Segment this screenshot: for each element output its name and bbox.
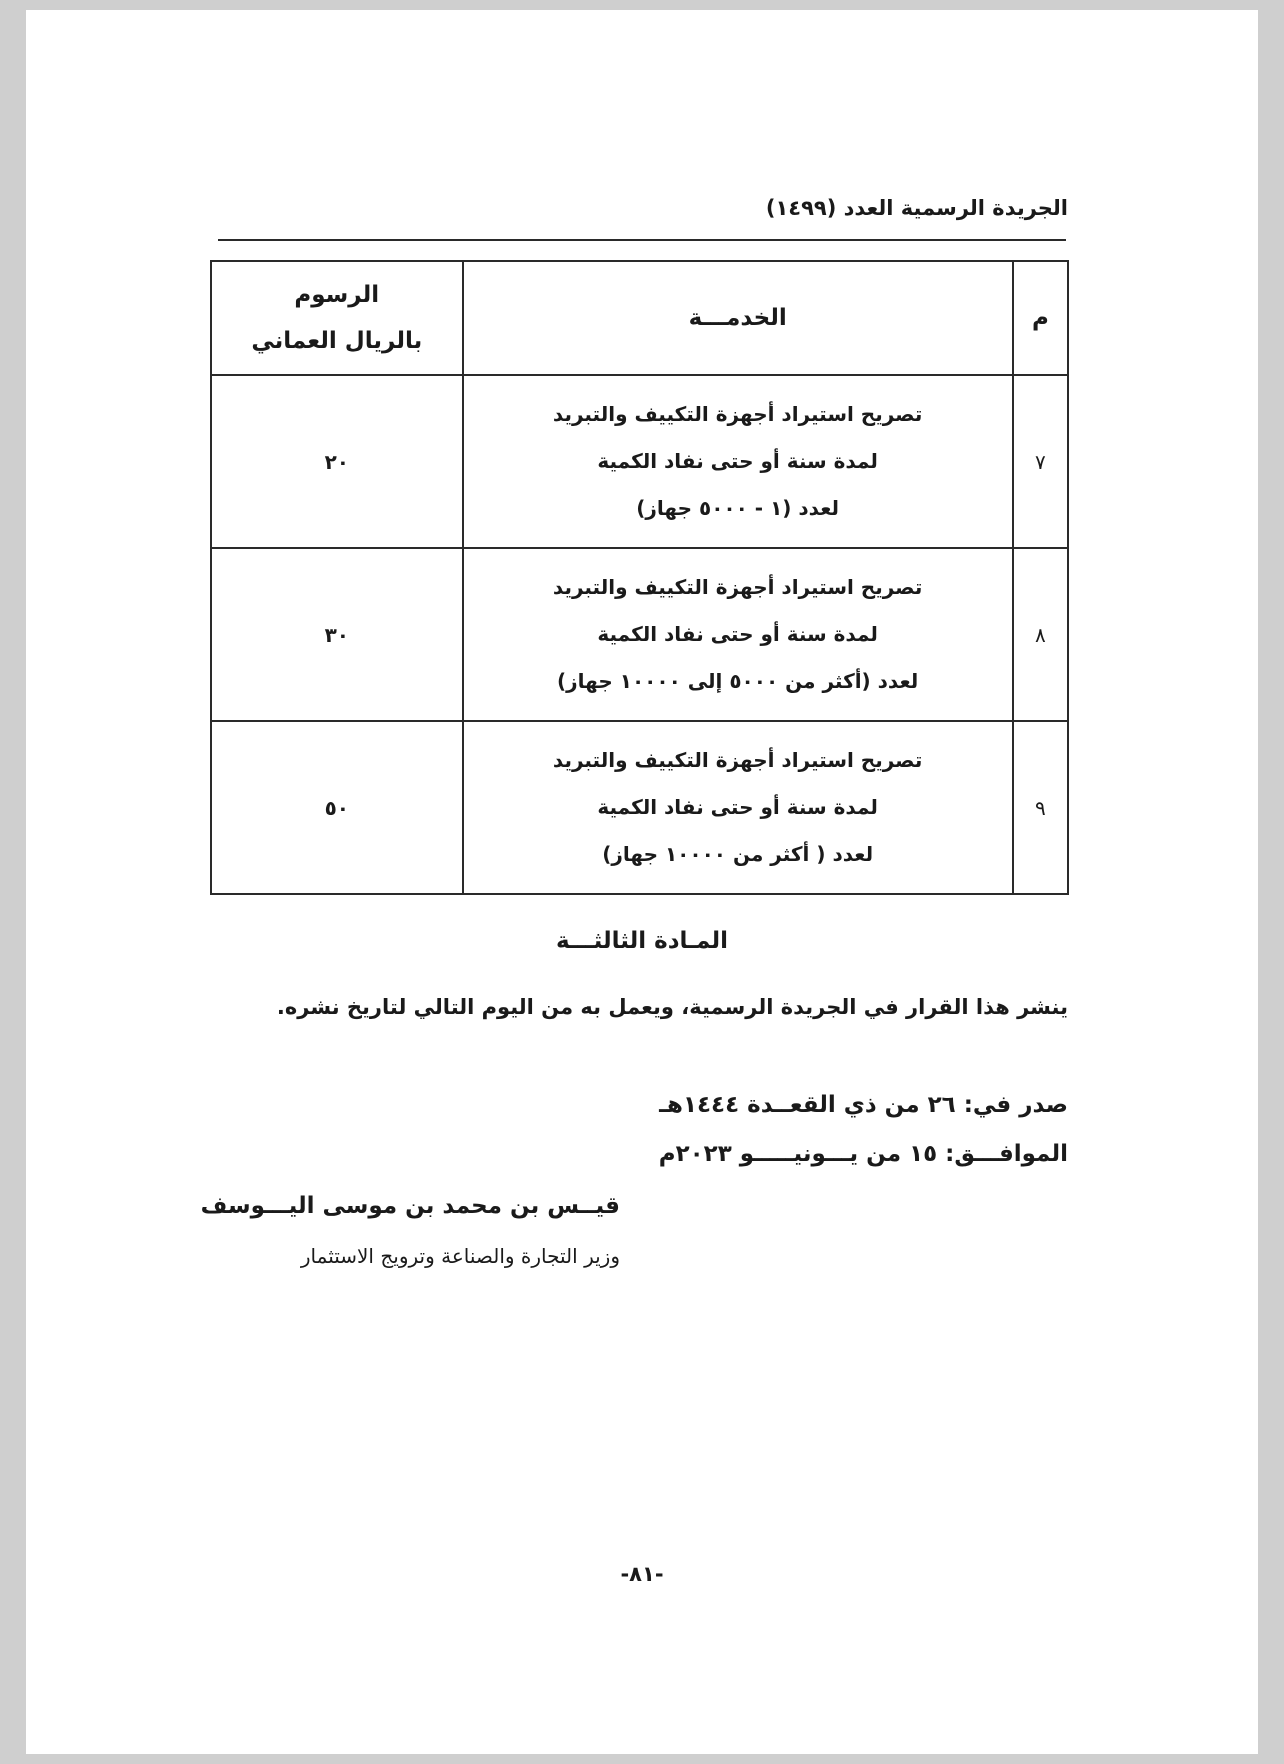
service-line: لعدد (١ - ٥٠٠٠ جهاز): [636, 496, 840, 520]
header-service: الخدمـــة: [463, 261, 1013, 375]
gazette-header: الجريدة الرسمية العدد (١٤٩٩): [765, 196, 1068, 220]
table-row: [211, 548, 1068, 721]
page-number: -٨١-: [620, 1562, 664, 1586]
service-line: لمدة سنة أو حتى نفاد الكمية: [597, 622, 878, 646]
service-line: لمدة سنة أو حتى نفاد الكمية: [597, 795, 878, 819]
signer-name: قيــس بن محمد بن موسى اليـــوسف: [200, 1193, 620, 1219]
table-row: [211, 375, 1068, 548]
signer-title: وزير التجارة والصناعة وترويج الاستثمار: [300, 1244, 620, 1268]
header-fee: [211, 261, 463, 375]
fees-table: [210, 260, 1069, 895]
service-line: تصريح استيراد أجهزة التكييف والتبريد: [552, 748, 923, 772]
row-service: [463, 375, 1013, 548]
issued-date: صدر في: ٢٦ من ذي القعــدة ١٤٤٤هـ: [659, 1092, 1068, 1118]
row-fee: ٢٠: [211, 375, 463, 548]
row-service: [463, 548, 1013, 721]
service-line: تصريح استيراد أجهزة التكييف والتبريد: [552, 402, 923, 426]
row-fee: ٥٠: [211, 721, 463, 894]
service-line: لعدد ( أكثر من ١٠٠٠٠ جهاز): [602, 842, 874, 866]
header-fee-line2: بالريال العماني: [251, 328, 423, 354]
row-service: [463, 721, 1013, 894]
corresponding-date: الموافـــق: ١٥ من يـــونيـــــو ٢٠٢٣م: [658, 1141, 1068, 1167]
service-line: لمدة سنة أو حتى نفاد الكمية: [597, 449, 878, 473]
article-title: المـادة الثالثـــة: [556, 928, 728, 954]
row-fee: ٣٠: [211, 548, 463, 721]
table-row: [211, 721, 1068, 894]
service-line: لعدد (أكثر من ٥٠٠٠ إلى ١٠٠٠٠ جهاز): [557, 669, 919, 693]
table-header-row: [211, 261, 1068, 375]
row-number: ٧: [1013, 375, 1068, 548]
header-divider: [218, 239, 1066, 241]
article-text: ينشر هذا القرار في الجريدة الرسمية، ويعمل به من اليوم التالي لتاريخ نشره.: [276, 995, 1068, 1019]
row-number: ٨: [1013, 548, 1068, 721]
service-line: تصريح استيراد أجهزة التكييف والتبريد: [552, 575, 923, 599]
header-fee-line1: الرسوم: [294, 282, 380, 308]
row-number: ٩: [1013, 721, 1068, 894]
header-number: م: [1013, 261, 1068, 375]
